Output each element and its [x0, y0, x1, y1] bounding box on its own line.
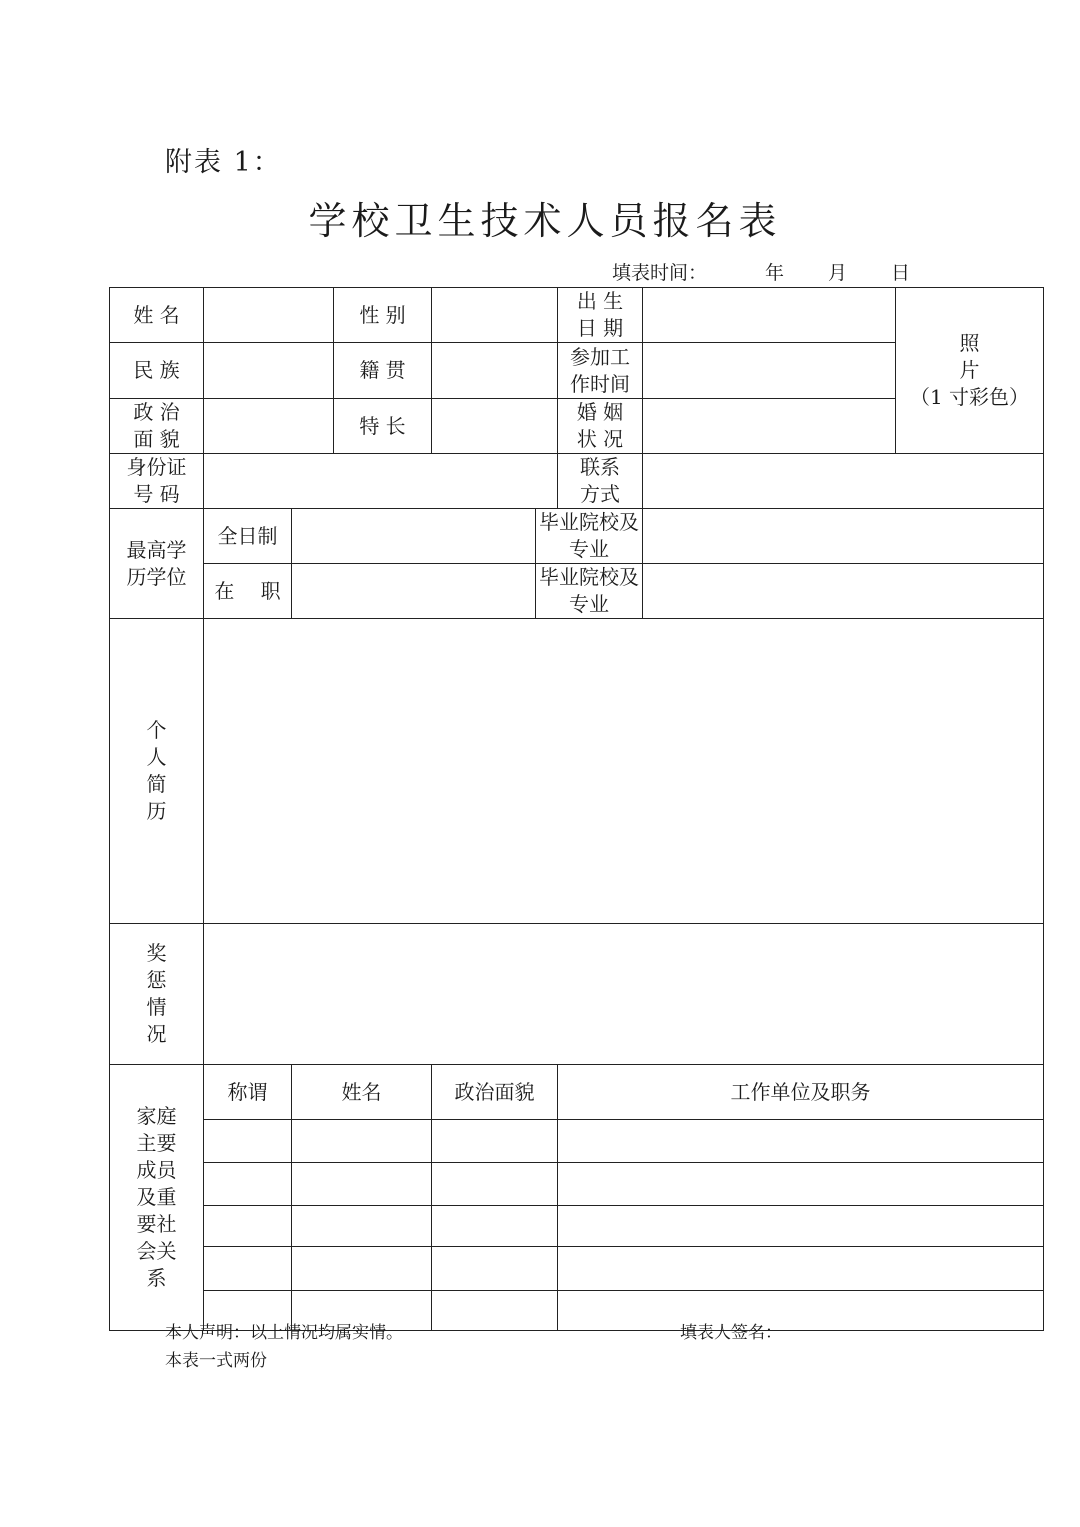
contact-field[interactable]	[643, 454, 1044, 509]
family-cell[interactable]	[432, 1206, 558, 1247]
work-start-field[interactable]	[643, 343, 896, 399]
signature-label: 填表人签名：	[680, 1323, 782, 1343]
family-label-line: 会关	[136, 1239, 177, 1263]
gender-field[interactable]	[432, 288, 558, 343]
family-cell[interactable]	[558, 1247, 1044, 1291]
family-cell[interactable]	[432, 1163, 558, 1206]
fill-date-day: 日	[891, 262, 911, 284]
fulltime-school-field[interactable]	[643, 509, 1044, 564]
inservice-school-label: 毕业院校及专业	[536, 564, 643, 619]
family-cell[interactable]	[204, 1247, 292, 1291]
family-label-line: 系	[146, 1266, 167, 1290]
fill-date-label: 填表时间：	[612, 262, 708, 284]
education-label-line1: 最高学	[126, 537, 187, 562]
work-start-label-line2: 作时间	[570, 371, 630, 396]
political-status-label	[110, 399, 204, 454]
id-number-label-line2: 号 码	[133, 482, 180, 506]
photo-label-line1: 照	[959, 331, 980, 355]
family-col-relation: 称谓	[204, 1065, 292, 1120]
attachment-label: 附表 1：	[165, 147, 282, 178]
marital-status-field[interactable]	[643, 399, 896, 454]
marital-status-label	[558, 399, 643, 454]
education-label	[110, 509, 204, 619]
id-number-field[interactable]	[204, 454, 558, 509]
family-label-line: 成员	[136, 1158, 177, 1182]
family-label-line: 主要	[136, 1131, 177, 1155]
family-cell[interactable]	[558, 1206, 1044, 1247]
resume-field[interactable]	[204, 619, 1044, 924]
family-cell[interactable]	[204, 1120, 292, 1163]
fulltime-school-label: 毕业院校及专业	[536, 509, 643, 564]
resume-char: 个	[146, 718, 167, 742]
native-place-field[interactable]	[432, 343, 558, 399]
copies-note: 本表一式两份	[165, 1351, 267, 1371]
family-cell[interactable]	[292, 1206, 432, 1247]
education-label-line2: 历学位	[126, 564, 187, 589]
family-cell[interactable]	[432, 1291, 558, 1331]
native-place-label: 籍 贯	[334, 343, 432, 399]
resume-label	[110, 619, 204, 924]
work-start-label	[558, 343, 643, 399]
marital-status-label-line1: 婚 姻	[576, 400, 624, 424]
marital-status-label-line2: 状 况	[576, 427, 624, 451]
rewards-char: 情	[146, 995, 167, 1019]
family-cell[interactable]	[204, 1206, 292, 1247]
family-cell[interactable]	[292, 1120, 432, 1163]
id-number-label	[110, 454, 204, 509]
name-label: 姓 名	[110, 288, 204, 343]
ethnicity-label: 民 族	[110, 343, 204, 399]
birth-date-field[interactable]	[643, 288, 896, 343]
inservice-degree-field[interactable]	[292, 564, 536, 619]
resume-char: 简	[146, 772, 167, 796]
birth-date-label-line1: 出 生	[576, 289, 624, 313]
resume-char: 历	[146, 799, 167, 823]
family-col-workplace: 工作单位及职务	[558, 1065, 1044, 1120]
fill-date-year: 年	[765, 262, 785, 284]
inservice-label: 在 职	[204, 564, 292, 619]
resume-char: 人	[146, 745, 167, 769]
rewards-label	[110, 924, 204, 1065]
family-cell[interactable]	[558, 1163, 1044, 1206]
contact-label-line1: 联系	[580, 455, 620, 479]
rewards-char: 惩	[146, 968, 167, 992]
family-cell[interactable]	[292, 1163, 432, 1206]
political-status-field[interactable]	[204, 399, 334, 454]
family-label-line: 家庭	[136, 1104, 177, 1128]
rewards-char: 奖	[146, 941, 167, 965]
fulltime-label: 全日制	[204, 509, 292, 564]
fill-date-line	[612, 258, 910, 285]
family-col-political: 政治面貌	[432, 1065, 558, 1120]
contact-label	[558, 454, 643, 509]
political-status-label-line2: 面 貌	[133, 427, 180, 451]
photo-label-line3: （1 寸彩色）	[909, 385, 1030, 409]
photo-label-line2: 片	[959, 358, 980, 382]
political-status-label-line1: 政 治	[133, 400, 180, 424]
photo-area[interactable]	[896, 288, 1044, 454]
family-label	[110, 1065, 204, 1331]
family-label-line: 及重	[136, 1185, 177, 1209]
work-start-label-line1: 参加工	[570, 344, 630, 369]
family-col-name: 姓名	[292, 1065, 432, 1120]
id-number-label-line1: 身份证	[126, 455, 187, 479]
birth-date-label	[558, 288, 643, 343]
declaration-text: 本人声明：以上情况均属实情。	[165, 1323, 403, 1343]
specialty-label: 特 长	[334, 399, 432, 454]
specialty-field[interactable]	[432, 399, 558, 454]
family-cell[interactable]	[558, 1291, 1044, 1331]
family-cell[interactable]	[558, 1120, 1044, 1163]
family-cell[interactable]	[292, 1247, 432, 1291]
fulltime-degree-field[interactable]	[292, 509, 536, 564]
contact-label-line2: 方式	[580, 482, 620, 506]
rewards-char: 况	[146, 1022, 167, 1046]
fill-date-month: 月	[828, 262, 848, 284]
gender-label: 性 别	[334, 288, 432, 343]
ethnicity-field[interactable]	[204, 343, 334, 399]
form-title: 学校卫生技术人员报名表	[308, 199, 782, 243]
inservice-school-field[interactable]	[643, 564, 1044, 619]
registration-form-table	[109, 287, 1044, 1331]
rewards-field[interactable]	[204, 924, 1044, 1065]
family-cell[interactable]	[432, 1247, 558, 1291]
birth-date-label-line2: 日 期	[576, 316, 624, 340]
family-cell[interactable]	[204, 1163, 292, 1206]
family-label-line: 要社	[136, 1212, 177, 1236]
name-field[interactable]	[204, 288, 334, 343]
family-cell[interactable]	[432, 1120, 558, 1163]
